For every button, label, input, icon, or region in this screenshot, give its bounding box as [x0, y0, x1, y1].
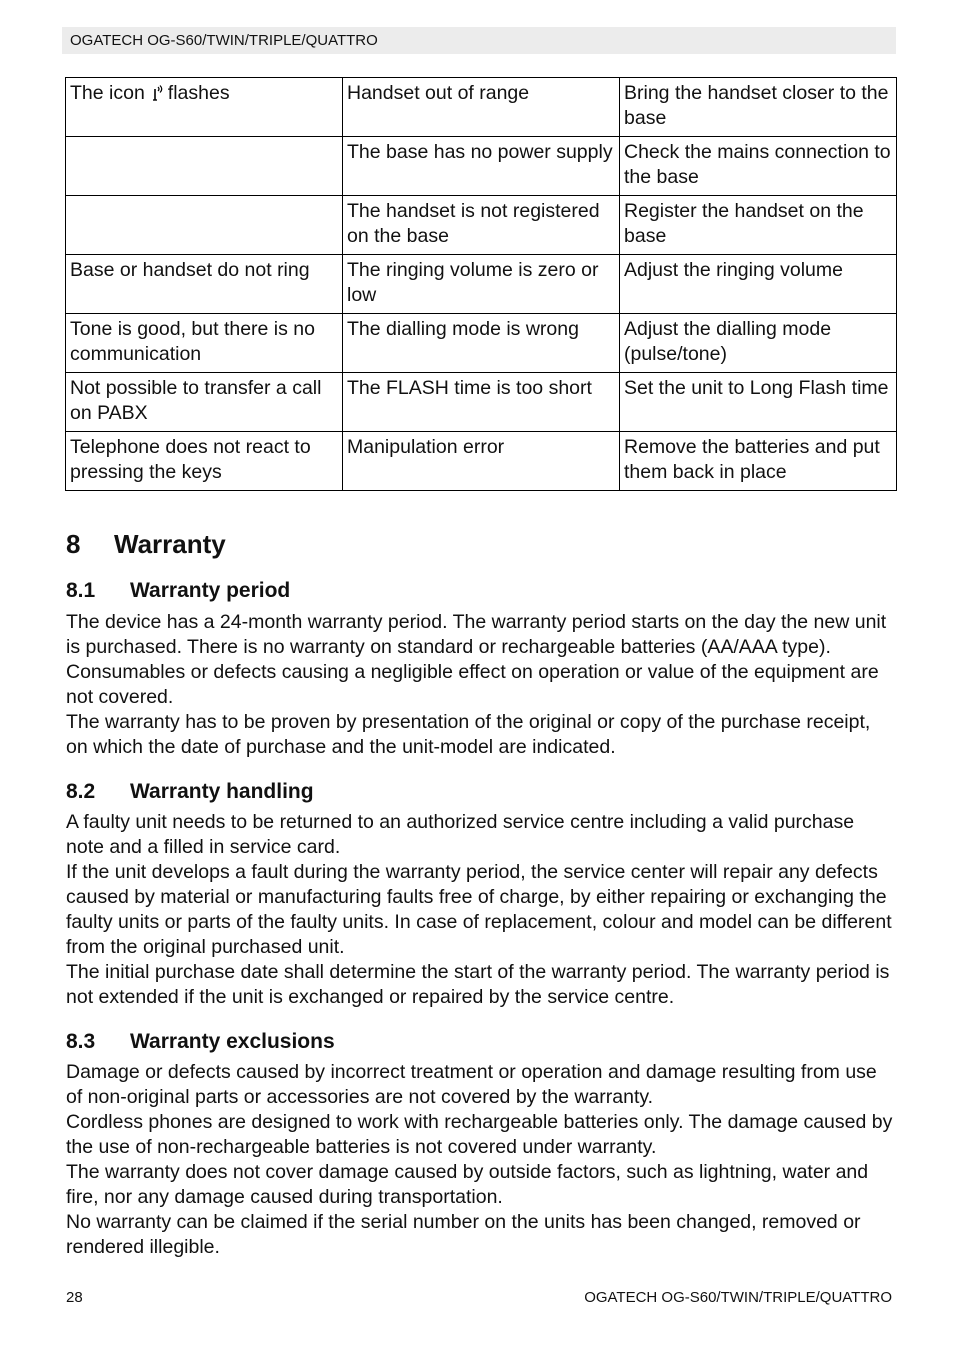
paragraph: If the unit develops a fault during the warranty period, the service center will repair any defects caused by material or manufacturing faults free of charge, by either repairing or exchanging the faulty units or parts of the faulty units. In case of replacement, colour and model can be different from the original purchased unit. — [66, 861, 892, 958]
antenna-signal-icon — [151, 84, 165, 102]
warranty-exclusions-text — [66, 1060, 896, 1260]
solution-cell: Adjust the dialling mode (pulse/tone) — [620, 314, 897, 373]
problem-cell: The icon flashes — [66, 78, 343, 137]
footer-title: OGATECH OG-S60/TWIN/TRIPLE/QUATTRO — [584, 1289, 892, 1306]
paragraph: No warranty can be claimed if the serial number on the units has been changed, removed or rendered illegible. — [66, 1211, 861, 1258]
paragraph: A faulty unit needs to be returned to an authorized service centre including a valid purchase note and a filled in service card. — [66, 811, 855, 858]
subsection-title: Warranty exclusions — [130, 1030, 335, 1053]
solution-cell: Set the unit to Long Flash time — [620, 373, 897, 432]
page-number: 28 — [66, 1289, 83, 1306]
section-title: Warranty — [114, 529, 226, 559]
troubleshooting-table — [65, 77, 897, 491]
section-number: 8 — [66, 529, 81, 559]
table-row — [66, 432, 897, 491]
subsection-number: 8.2 — [66, 780, 96, 803]
solution-cell: Adjust the ringing volume — [620, 255, 897, 314]
table-row — [66, 314, 897, 373]
subsection-heading-warranty-exclusions — [66, 1028, 335, 1056]
cause-cell: Handset out of range — [343, 78, 620, 137]
problem-cell: Telephone does not react to pressing the keys — [66, 432, 343, 491]
subsection-heading-warranty-handling — [66, 778, 314, 806]
header-title: OGATECH OG-S60/TWIN/TRIPLE/QUATTRO — [70, 32, 378, 49]
problem-cell — [66, 137, 343, 196]
cause-cell: The dialling mode is wrong — [343, 314, 620, 373]
table-row — [66, 78, 897, 137]
paragraph: The warranty does not cover damage caused by outside factors, such as lightning, water and fire, nor any damage caused during transportation. — [66, 1161, 869, 1208]
table-row — [66, 137, 897, 196]
problem-cell: Not possible to transfer a call on PABX — [66, 373, 343, 432]
cause-cell: The FLASH time is too short — [343, 373, 620, 432]
subsection-number: 8.3 — [66, 1030, 96, 1053]
problem-cell: Base or handset do not ring — [66, 255, 343, 314]
warranty-handling-text — [66, 810, 896, 1010]
problem-cell: Tone is good, but there is no communication — [66, 314, 343, 373]
paragraph: Cordless phones are designed to work with rechargeable batteries only. The damage caused by the use of non-rechargeable batteries is not covered under warranty. — [66, 1111, 893, 1158]
subsection-number: 8.1 — [66, 579, 96, 602]
solution-cell: Bring the handset closer to the base — [620, 78, 897, 137]
table-row — [66, 373, 897, 432]
page-header — [62, 27, 896, 54]
warranty-period-text — [66, 610, 896, 760]
subsection-title: Warranty period — [130, 579, 291, 602]
solution-cell: Remove the batteries and put them back in place — [620, 432, 897, 491]
cause-cell: The base has no power supply — [343, 137, 620, 196]
cause-cell: The handset is not registered on the base — [343, 196, 620, 255]
paragraph: The device has a 24-month warranty period. The warranty period starts on the day the new unit is purchased. There is no warranty on standard or rechargeable batteries (AA/AAA type). Consumables or defects causing a negligible effect on operation or value of the equipment are not covered. — [66, 611, 887, 708]
subsection-title: Warranty handling — [130, 780, 314, 803]
solution-cell: Register the handset on the base — [620, 196, 897, 255]
subsection-heading-warranty-period — [66, 577, 290, 605]
cause-cell: The ringing volume is zero or low — [343, 255, 620, 314]
problem-cell — [66, 196, 343, 255]
cause-cell: Manipulation error — [343, 432, 620, 491]
section-heading — [66, 527, 226, 561]
paragraph: The initial purchase date shall determine the start of the warranty period. The warranty period is not extended if the unit is exchanged or repaired by the service centre. — [66, 961, 890, 1008]
table-row — [66, 255, 897, 314]
paragraph: Damage or defects caused by incorrect treatment or operation and damage resulting from use of non-original parts or accessories are not covered by the warranty. — [66, 1061, 877, 1108]
table-row — [66, 196, 897, 255]
solution-cell: Check the mains connection to the base — [620, 137, 897, 196]
paragraph: The warranty has to be proven by presentation of the original or copy of the purchase receipt, on which the date of purchase and the unit-model are indicated. — [66, 711, 871, 758]
